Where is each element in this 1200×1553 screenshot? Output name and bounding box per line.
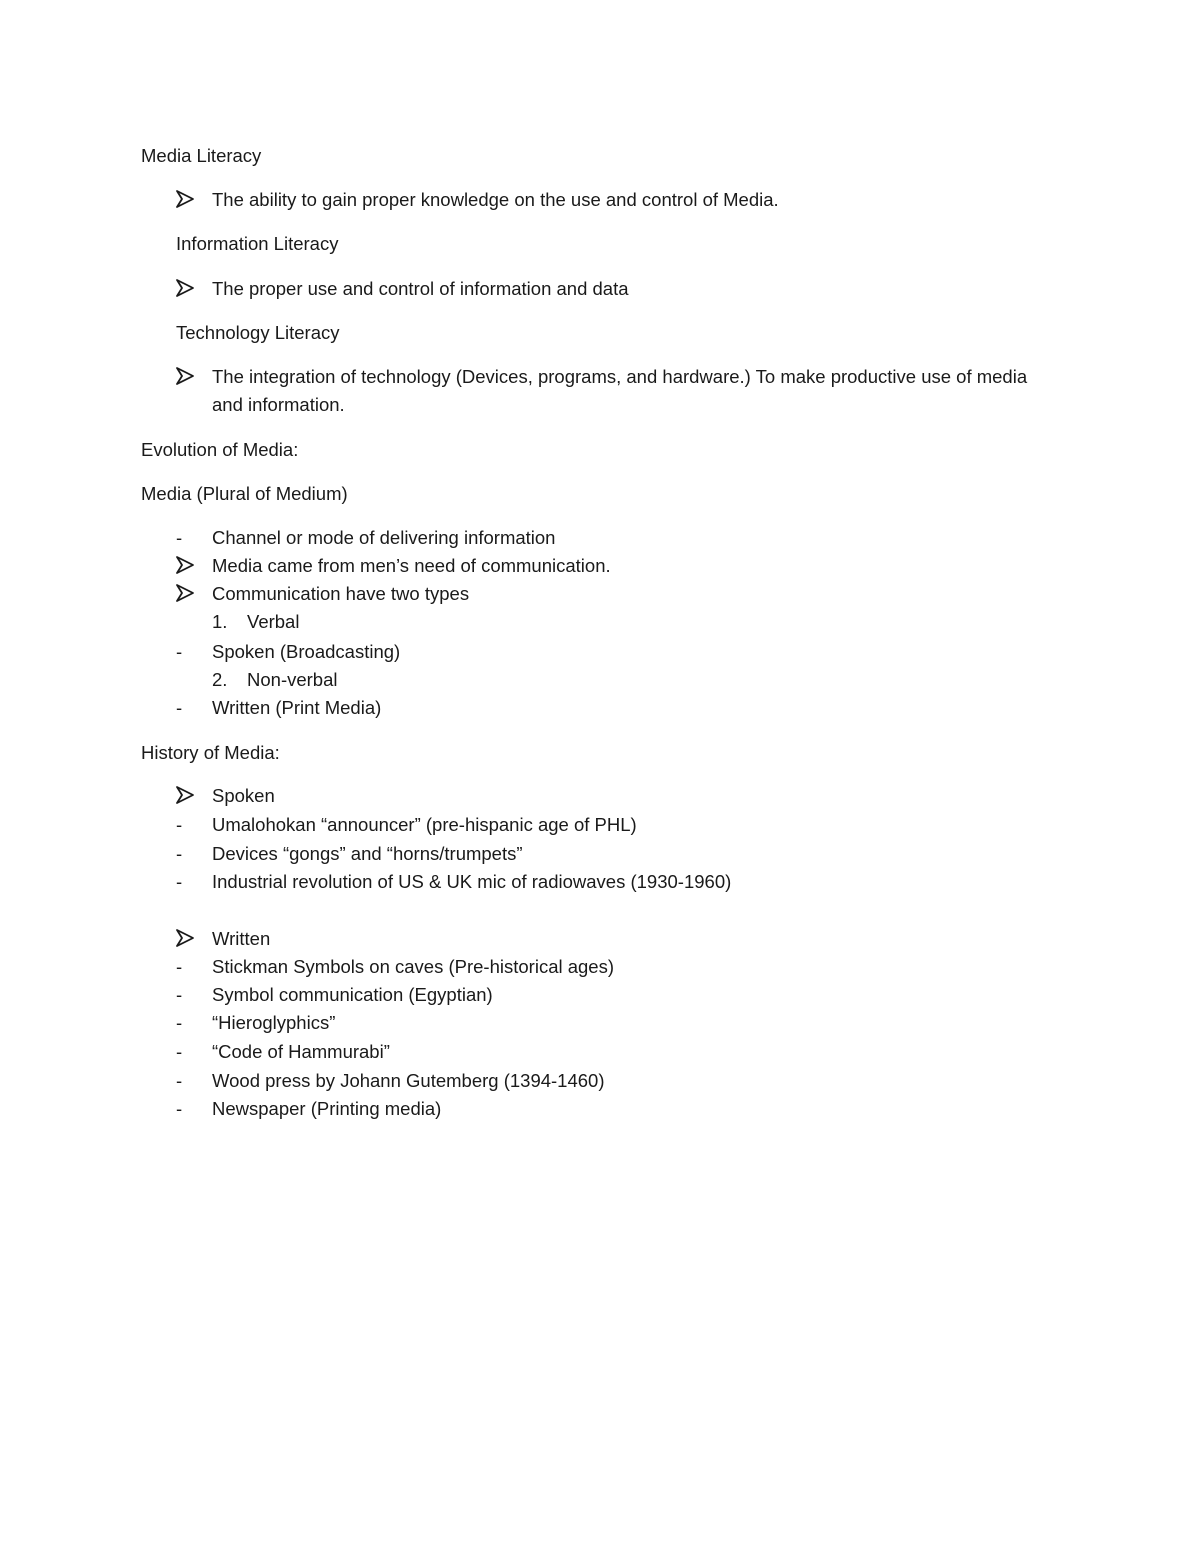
list-item: Newspaper (Printing media) [212, 1098, 442, 1119]
list-item: “Code of Hammurabi” [212, 1041, 390, 1062]
dash-item-channel: Channel or mode of delivering information [212, 527, 556, 548]
dash-marker: - [176, 1041, 183, 1062]
list-item: Stickman Symbols on caves (Pre-historical ages) [212, 956, 615, 977]
heading-information-literacy: Information Literacy [176, 233, 339, 254]
list-item: Umalohokan “announcer” (pre-hispanic age of PHL) [212, 814, 637, 835]
dash-marker: - [176, 527, 183, 548]
subheading-media-plural: Media (Plural of Medium) [141, 483, 348, 504]
heading-media-literacy: Media Literacy [141, 145, 262, 166]
bullet-technology-literacy: The integration of technology (Devices, programs, and hardware.) To make productive use of media and information. [212, 366, 1028, 415]
numbered-item-verbal: Verbal [247, 611, 300, 632]
arrow-bullet-icon [175, 366, 195, 388]
list-item: Industrial revolution of US & UK mic of radiowaves (1930-1960) [212, 871, 732, 892]
dash-marker: - [176, 843, 183, 864]
bullet-media-literacy: The ability to gain proper knowledge on the use and control of Media. [212, 189, 779, 210]
dash-marker: - [176, 984, 183, 1005]
arrow-bullet-icon [175, 583, 195, 605]
dash-marker: - [176, 871, 183, 892]
bullet-communication-types: Communication have two types [212, 583, 470, 604]
dash-marker: - [176, 814, 183, 835]
arrow-bullet-icon [175, 928, 195, 950]
numbered-marker: 1. [212, 611, 228, 632]
arrow-bullet-icon [175, 278, 195, 300]
list-item: “Hieroglyphics” [212, 1012, 336, 1033]
arrow-bullet-icon [175, 785, 195, 807]
dash-marker: - [176, 641, 183, 662]
arrow-bullet-icon [175, 555, 195, 577]
list-item: Devices “gongs” and “horns/trumpets” [212, 843, 523, 864]
list-item: Symbol communication (Egyptian) [212, 984, 493, 1005]
dash-item-spoken: Spoken (Broadcasting) [212, 641, 401, 662]
dash-marker: - [176, 1070, 183, 1091]
dash-marker: - [176, 1012, 183, 1033]
heading-technology-literacy: Technology Literacy [176, 322, 340, 343]
arrow-bullet-icon [175, 189, 195, 211]
numbered-item-nonverbal: Non-verbal [247, 669, 338, 690]
dash-marker: - [176, 956, 183, 977]
numbered-marker: 2. [212, 669, 228, 690]
dash-item-written: Written (Print Media) [212, 697, 382, 718]
heading-history-of-media: History of Media: [141, 742, 280, 763]
list-item: Wood press by Johann Gutemberg (1394-1460) [212, 1070, 605, 1091]
bullet-media-origin: Media came from men’s need of communication. [212, 555, 611, 576]
bullet-written: Written [212, 928, 271, 949]
dash-marker: - [176, 697, 183, 718]
heading-evolution-of-media: Evolution of Media: [141, 439, 299, 460]
dash-marker: - [176, 1098, 183, 1119]
bullet-spoken: Spoken [212, 785, 275, 806]
bullet-information-literacy: The proper use and control of information and data [212, 278, 629, 299]
